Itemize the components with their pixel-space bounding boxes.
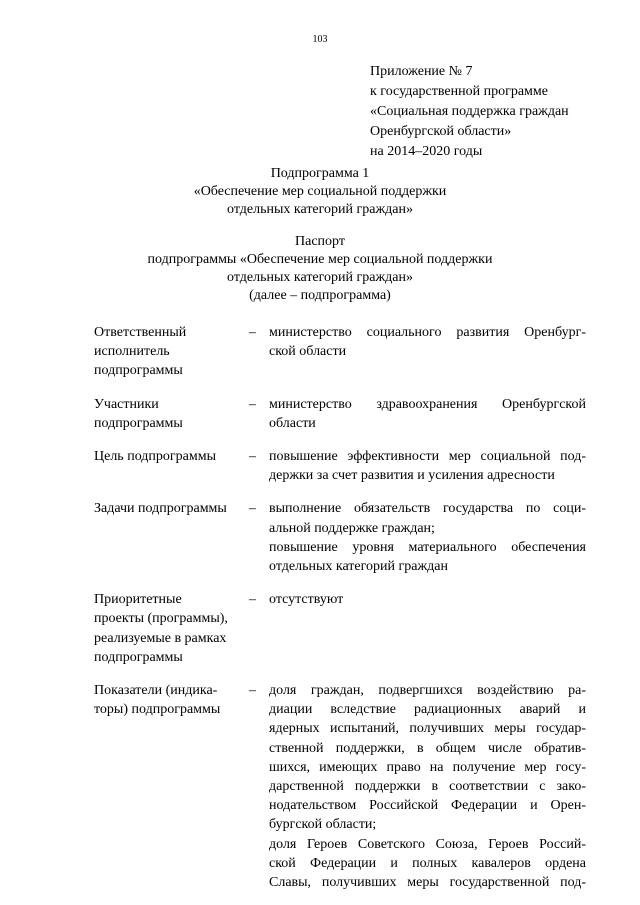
passport-title [0, 233, 640, 305]
value-line: ской области [269, 344, 347, 360]
appendix-line: к государственной программе [370, 84, 548, 99]
passport-row-priority-projects [94, 590, 586, 667]
value-line: доля Героев Советского Союза, Героев Россий- [269, 836, 586, 852]
row-dash: – [249, 501, 256, 517]
appendix-line: Оренбургской области» [370, 124, 512, 139]
value-line: держки за счет развития и усиления адресности [269, 468, 555, 484]
passport-row-participants [94, 395, 586, 433]
label-line: подпрограммы [94, 649, 183, 665]
passport-row-tasks [94, 499, 586, 576]
value-line: выполнение обязательств государства по соци- [269, 501, 586, 517]
row-value [269, 499, 586, 576]
label-line: проекты (программы), [94, 611, 228, 627]
subprogram-title-line: «Обеспечение мер социальной поддержки [193, 184, 447, 199]
value-line: области [269, 415, 316, 431]
label-line: Задачи подпрограммы [94, 501, 227, 517]
value-line: ственной поддержки, в общем числе обратив- [269, 740, 586, 756]
appendix-heading [370, 62, 620, 162]
label-line: подпрограммы [94, 415, 183, 431]
row-value [269, 395, 586, 433]
label-line: Участники [94, 396, 159, 412]
passport-title-line: подпрограммы «Обеспечение мер социальной поддержки [147, 252, 493, 267]
passport-row-indicators [94, 681, 586, 892]
subprogram-title-line: отдельных категорий граждан» [227, 202, 413, 217]
label-line: Показатели (индика- [94, 683, 218, 699]
row-label [94, 323, 249, 381]
subprogram-title [0, 165, 640, 219]
row-label [94, 447, 249, 485]
value-line: бургской области; [269, 817, 377, 833]
label-line: Ответственный [94, 325, 187, 340]
subprogram-title-line: Подпрограмма 1 [270, 166, 370, 181]
appendix-line: на 2014–2020 годы [370, 144, 483, 159]
value-line: ядерных испытаний, получивших меры государ- [269, 721, 586, 737]
value-line: отсутствуют [269, 592, 344, 608]
value-line: нодательством Российской Федерации и Орен- [269, 798, 586, 814]
value-line: доля граждан, подвергшихся воздействию ра- [269, 683, 586, 699]
label-line: подпрограммы [94, 363, 183, 379]
appendix-line: «Социальная поддержка граждан [370, 104, 569, 119]
row-label [94, 499, 249, 576]
row-dash: – [249, 396, 256, 412]
value-line: ской Федерации и полных кавалеров ордена [269, 855, 586, 871]
value-line: повышение эффективности мер социальной под- [269, 449, 586, 465]
passport-table [94, 323, 586, 892]
row-label [94, 681, 249, 892]
row-label [94, 590, 249, 667]
passport-title-line: отдельных категорий граждан» [227, 270, 413, 285]
value-line: шихся, имеющих право на получение мер госу- [269, 759, 586, 775]
value-line: министерство здравоохранения Оренбургской [269, 396, 586, 412]
row-dash: – [249, 325, 256, 340]
value-line: дарственной поддержки в соответствии с зако- [269, 779, 586, 795]
label-line: Приоритетные [94, 592, 182, 608]
passport-title-line: (далее – подпрограмма) [249, 288, 391, 303]
row-label [94, 395, 249, 433]
label-line: исполнитель [94, 344, 170, 360]
passport-row-responsible [94, 323, 586, 381]
row-dash: – [249, 683, 256, 699]
appendix-line: Приложение № 7 [370, 64, 473, 79]
label-line: Цель подпрограммы [94, 449, 216, 465]
row-value [269, 323, 586, 381]
value-line: диации вследствие радиационных аварий и [269, 702, 586, 718]
row-value [269, 681, 586, 892]
page-number: 103 [312, 34, 328, 45]
row-dash: – [249, 449, 256, 465]
passport-title-line: Паспорт [295, 234, 345, 249]
value-line: Славы, получивших меры государственной под- [269, 875, 586, 891]
value-line: альной поддержке граждан; [269, 520, 435, 536]
row-value [269, 447, 586, 485]
row-dash: – [249, 592, 256, 608]
label-line: торы) подпрограммы [94, 702, 221, 718]
row-value [269, 590, 586, 667]
value-line: отдельных категорий граждан [269, 559, 448, 575]
passport-row-goal [94, 447, 586, 485]
label-line: реализуемые в рамках [94, 630, 227, 646]
value-line: повышение уровня материального обеспечения [269, 539, 586, 555]
value-line: министерство социального развития Оренбург- [269, 325, 586, 340]
